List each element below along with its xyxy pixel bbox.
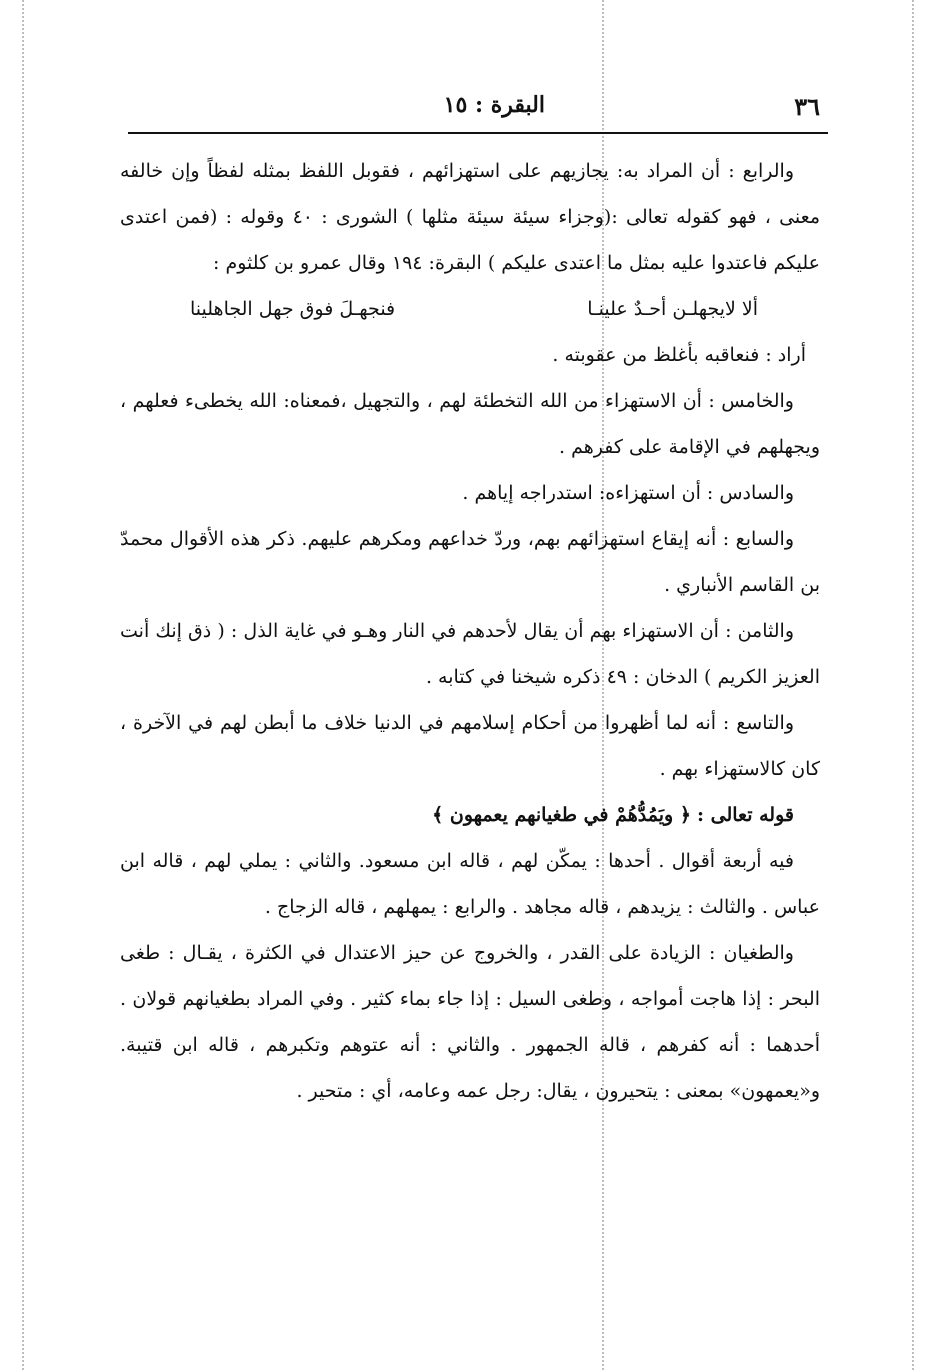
quran-verse: ﴿ ويَمُدُّهُمْ في طغيانهم يعمهون ﴾: [432, 804, 691, 826]
verse-second-hemistich: فنجهـلَ فوق جهل الجاهلينا: [190, 298, 396, 320]
paragraph-eighth-opinion: والثامن : أن الاستهزاء بهم أن يقال لأحدهم في النار وهـو في غاية الذل : ( ذق إنك أنت العزيز الكريم ) الدخان : ٤٩ ذكره شيخنا في كتابه .: [120, 620, 820, 688]
paragraph-seventh-opinion: والسابع : أنه إيقاع استهزائهم بهم، وردّ خداعهم ومكرهم عليهم. ذكر هذه الأقوال محمدّ بن القاسم الأنباري .: [120, 528, 820, 596]
header-rule: [128, 132, 828, 134]
page-header: [128, 92, 820, 132]
running-title: البقرة : ١٥: [443, 92, 545, 118]
verse-label: قوله تعالى :: [697, 804, 794, 826]
poetry-verse: [120, 286, 820, 332]
paragraph-fifth-opinion: والخامس : أن الاستهزاء من الله التخطئة لهم ، والتجهيل ،فمعناه: الله يخطىء فعلهم ، ويجهلهم في الإقامة على كفرهم .: [120, 390, 820, 458]
paragraph-verse-explanation: أراد : فنعاقبه بأغلظ من عقوبته .: [552, 344, 806, 366]
paragraph-sixth-opinion: والسادس : أن استهزاءه: استدراجه إياهم .: [462, 482, 794, 504]
paragraph-four-sayings: فيه أربعة أقوال . أحدها : يمكّن لهم ، قاله ابن مسعود. والثاني : يملي لهم ، قاله ابن عباس . والثالث : يزيدهم ، قاله مجاهد . والرابع : يمهلهم ، قاله الزجاج .: [120, 850, 820, 918]
paragraph-tughyan-definition: والطغيان : الزيادة على القدر ، والخروج عن حيز الاعتدال في الكثرة ، يقـال : طغى البحر : إذا هاجت أمواجه ، وطغى السيل : إذا جاء بماء كثير . وفي المراد بطغيانهم قولان . أحدهما : أنه كفرهم ، قاله الجمهور . والثاني : أنه عتوهم وتكبرهم ، قاله ابن قتيبة. و«يعمهون» بمعنى : يتحيرون ، يقال: رجل عمه وعامه، أي : متحير .: [120, 942, 820, 1102]
paragraph-fourth-opinion: والرابع : أن المراد به: يجازيهم على استهزائهم ، فقوبل اللفظ بمثله لفظاً وإن خالفه معنى ، فهو كقوله تعالى :(وجزاء سيئة سيئة مثلها ) الشورى : ٤٠ وقوله : (فمن اعتدى عليكم فاعتدوا عليه بمثل ما اعتدى عليكم ) البقرة: ١٩٤ وقال عمرو بن كلثوم :: [120, 160, 820, 274]
page-number: ٣٦: [794, 92, 820, 121]
page-body: [120, 148, 820, 1114]
paragraph-ninth-opinion: والتاسع : أنه لما أظهروا من أحكام إسلامهم في الدنيا خلاف ما أبطن لهم في الآخرة ، كان كالاستهزاء بهم .: [120, 712, 820, 780]
scan-margin-dots: [22, 0, 24, 1370]
scan-margin-dots: [912, 0, 914, 1370]
quran-verse-heading: [120, 792, 820, 838]
verse-first-hemistich: ألا لايجهلـن أحـدٌ علينـا: [587, 298, 758, 320]
